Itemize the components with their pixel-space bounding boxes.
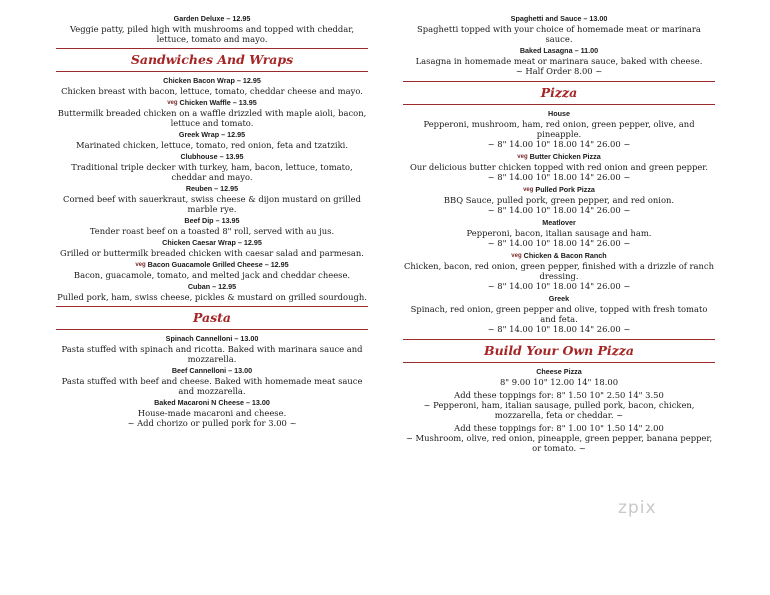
- menu-item-description: Corned beef with sauerkraut, swiss cheese & dijon mustard on grilled marble rye.: [63, 194, 361, 214]
- toppings-list-1: ~ Pepperoni, ham, italian sausage, pulled pork, bacon, chicken, mozzarella, feta or cheddar. ~: [423, 400, 695, 420]
- menu-item: [403, 251, 715, 292]
- toppings-price-label-1: Add these toppings for: 8" 1.50 10" 2.50 14" 3.50: [454, 390, 664, 400]
- menu-item: [56, 98, 368, 128]
- menu-item: [56, 216, 368, 236]
- menu-item: [403, 218, 715, 249]
- section-title-pizza: Pizza: [540, 85, 578, 100]
- cheese-pizza-name: Cheese Pizza: [536, 367, 582, 376]
- menu-item: [403, 152, 715, 183]
- menu-item-description: Pepperoni, bacon, italian sausage and ham.: [466, 228, 652, 238]
- menu-item: [403, 294, 715, 335]
- toppings-price-label-2: Add these toppings for: 8" 1.00 10" 1.50 14" 2.00: [454, 423, 664, 433]
- menu-item-description: Bacon, guacamole, tomato, and melted jack and cheddar cheese.: [73, 270, 351, 280]
- menu-item: [403, 109, 715, 150]
- menu-item-description: Spinach, red onion, green pepper and olive, topped with fresh tomato and feta.: [410, 304, 708, 324]
- menu-item-description: BBQ Sauce, pulled pork, green pepper, and red onion.: [443, 195, 675, 205]
- section-title-sandwiches: Sandwiches And Wraps: [130, 52, 294, 67]
- menu-item: [56, 398, 368, 429]
- menu-item-name-text: Greek Wrap – 12.95: [178, 130, 246, 139]
- watermark: zpix: [618, 498, 657, 518]
- menu-item-description: Our delicious butter chicken topped with red onion and green pepper.: [409, 162, 709, 172]
- right-top-items: [403, 14, 715, 77]
- menu-item: [56, 282, 368, 302]
- menu-item-name-text: Chicken Bacon Wrap – 12.95: [163, 76, 261, 85]
- menu-item-name-text: Reuben – 12.95: [185, 184, 239, 193]
- menu-item-prices: ~ 8" 14.00 10" 18.00 14" 26.00 ~: [487, 281, 631, 291]
- menu-item-name: [403, 218, 715, 228]
- menu-item: [56, 130, 368, 150]
- menu-item-name: [56, 76, 368, 86]
- menu-item-prices: ~ 8" 14.00 10" 18.00 14" 26.00 ~: [487, 139, 631, 149]
- veg-icon: veg: [167, 100, 178, 106]
- menu-item: [56, 152, 368, 182]
- menu-item-name: [56, 184, 368, 194]
- toppings-list-2: ~ Mushroom, olive, red onion, pineapple, green pepper, banana pepper, or tomato. ~: [405, 433, 713, 453]
- menu-item-name-text: Cuban – 12.95: [187, 282, 237, 291]
- menu-item-name-text: Clubhouse – 13.95: [180, 152, 244, 161]
- menu-item-name: [403, 14, 715, 24]
- menu-item-description: Chicken, bacon, red onion, green pepper, finished with a drizzle of ranch dressing.: [403, 261, 715, 281]
- menu-item-description: House-made macaroni and cheese.: [137, 408, 287, 418]
- menu-item-name-text: Baked Lasagna – 11.00: [519, 46, 599, 55]
- menu-item-description: Buttermilk breaded chicken on a waffle drizzled with maple aioli, bacon, lettuce and tomato.: [57, 108, 367, 128]
- section-title-pasta: Pasta: [192, 310, 232, 325]
- sandwiches-list: [56, 76, 368, 302]
- menu-item-name-text: Spaghetti and Sauce – 13.00: [510, 14, 608, 23]
- menu-item-description: Veggie patty, piled high with mushrooms and topped with cheddar, lettuce, tomato and mayo.: [69, 24, 355, 44]
- menu-item-name: [56, 98, 368, 108]
- menu-item-description: Marinated chicken, lettuce, tomato, red onion, feta and tzatziki.: [76, 140, 348, 150]
- menu-item-name: [403, 46, 715, 56]
- menu-item-name: [403, 109, 715, 119]
- menu-item-name-text: Beef Dip – 13.95: [184, 216, 240, 225]
- menu-item-name-text: Baked Macaroni N Cheese – 13.00: [154, 398, 270, 407]
- menu-item-name: [403, 294, 715, 304]
- menu-item-name: [56, 260, 368, 270]
- menu-item-description: Pasta stuffed with beef and cheese. Baked with homemade meat sauce and mozzarella.: [61, 376, 363, 396]
- menu-item-name-text: Beef Cannelloni – 13.00: [171, 366, 253, 375]
- menu-item-name: [403, 251, 715, 261]
- menu-item-name: [403, 185, 715, 195]
- menu-item-name-text: Meatlover: [542, 218, 576, 227]
- menu-item-description: Lasagna in homemade meat or marinara sauce, baked with cheese.: [415, 56, 703, 66]
- section-byo: [403, 339, 715, 363]
- menu-item-name-text: Bacon Guacamole Grilled Cheese – 12.95: [147, 260, 289, 269]
- section-pasta: [56, 306, 368, 330]
- menu-item-prices: ~ Half Order 8.00 ~: [515, 66, 603, 76]
- menu-item-prices: ~ Add chorizo or pulled pork for 3.00 ~: [127, 418, 297, 428]
- menu-item: [56, 184, 368, 214]
- menu-item: [56, 238, 368, 258]
- menu-item-name: [56, 14, 368, 24]
- menu-item: [56, 334, 368, 364]
- menu-item: [56, 14, 368, 44]
- menu-item-name-text: Greek: [548, 294, 570, 303]
- menu-item-name: [56, 238, 368, 248]
- menu-item-name: [56, 130, 368, 140]
- menu-item-name-text: House: [548, 109, 570, 118]
- byo-block: [403, 367, 715, 453]
- menu-item-description: Tender roast beef on a toasted 8" roll, served with au jus.: [89, 226, 335, 236]
- menu-item-description: Chicken breast with bacon, lettuce, tomato, cheddar cheese and mayo.: [61, 86, 363, 96]
- section-title-byo: Build Your Own Pizza: [484, 343, 634, 358]
- pizza-list: [403, 109, 715, 335]
- menu-item-description: Traditional triple decker with turkey, ham, bacon, lettuce, tomato, cheddar and mayo.: [71, 162, 353, 182]
- menu-item-name: [56, 334, 368, 344]
- menu-item-name: [56, 398, 368, 408]
- menu-item-name-text: Butter Chicken Pizza: [529, 152, 601, 161]
- menu-item-prices: ~ 8" 14.00 10" 18.00 14" 26.00 ~: [487, 324, 631, 334]
- menu-item-name-text: Spinach Cannelloni – 13.00: [165, 334, 259, 343]
- menu-item-name-text: Garden Deluxe – 12.95: [173, 14, 251, 23]
- menu-item-name: [56, 152, 368, 162]
- veg-icon: veg: [135, 262, 146, 268]
- menu-item: [403, 46, 715, 77]
- menu-item: [56, 366, 368, 396]
- left-top-items: [56, 14, 368, 44]
- menu-item-name-text: Chicken Caesar Wrap – 12.95: [162, 238, 262, 247]
- pasta-list: [56, 334, 368, 429]
- menu-item-name: [56, 366, 368, 376]
- menu-item-description: Pasta stuffed with spinach and ricotta. Baked with marinara sauce and mozzarella.: [61, 344, 363, 364]
- veg-icon: veg: [511, 253, 522, 259]
- menu-item-name-text: Chicken Waffle – 13.95: [179, 98, 257, 107]
- cheese-pizza-prices: 8" 9.00 10" 12.00 14" 18.00: [499, 377, 619, 387]
- menu-item-name: [56, 282, 368, 292]
- section-pizza: [403, 81, 715, 105]
- left-column: [56, 14, 368, 431]
- veg-icon: veg: [517, 154, 528, 160]
- menu-item: [403, 185, 715, 216]
- section-sandwiches: [56, 48, 368, 72]
- menu-item-name: [56, 216, 368, 226]
- menu-item-description: Pulled pork, ham, swiss cheese, pickles & mustard on grilled sourdough.: [57, 292, 367, 302]
- menu-item-description: Spaghetti topped with your choice of homemade meat or marinara sauce.: [417, 24, 701, 44]
- menu-item-prices: ~ 8" 14.00 10" 18.00 14" 26.00 ~: [487, 238, 631, 248]
- menu-item: [56, 260, 368, 280]
- menu-item-prices: ~ 8" 14.00 10" 18.00 14" 26.00 ~: [487, 172, 631, 182]
- menu-item-description: Pepperoni, mushroom, ham, red onion, green pepper, olive, and pineapple.: [423, 119, 695, 139]
- menu-item-description: Grilled or buttermilk breaded chicken with caesar salad and parmesan.: [60, 248, 364, 258]
- menu-item-prices: ~ 8" 14.00 10" 18.00 14" 26.00 ~: [487, 205, 631, 215]
- menu-item-name-text: Pulled Pork Pizza: [535, 185, 595, 194]
- menu-item-name: [403, 152, 715, 162]
- right-column: [403, 14, 715, 453]
- menu-item: [403, 14, 715, 44]
- veg-icon: veg: [523, 187, 534, 193]
- menu-item-name-text: Chicken & Bacon Ranch: [523, 251, 607, 260]
- menu-item: [56, 76, 368, 96]
